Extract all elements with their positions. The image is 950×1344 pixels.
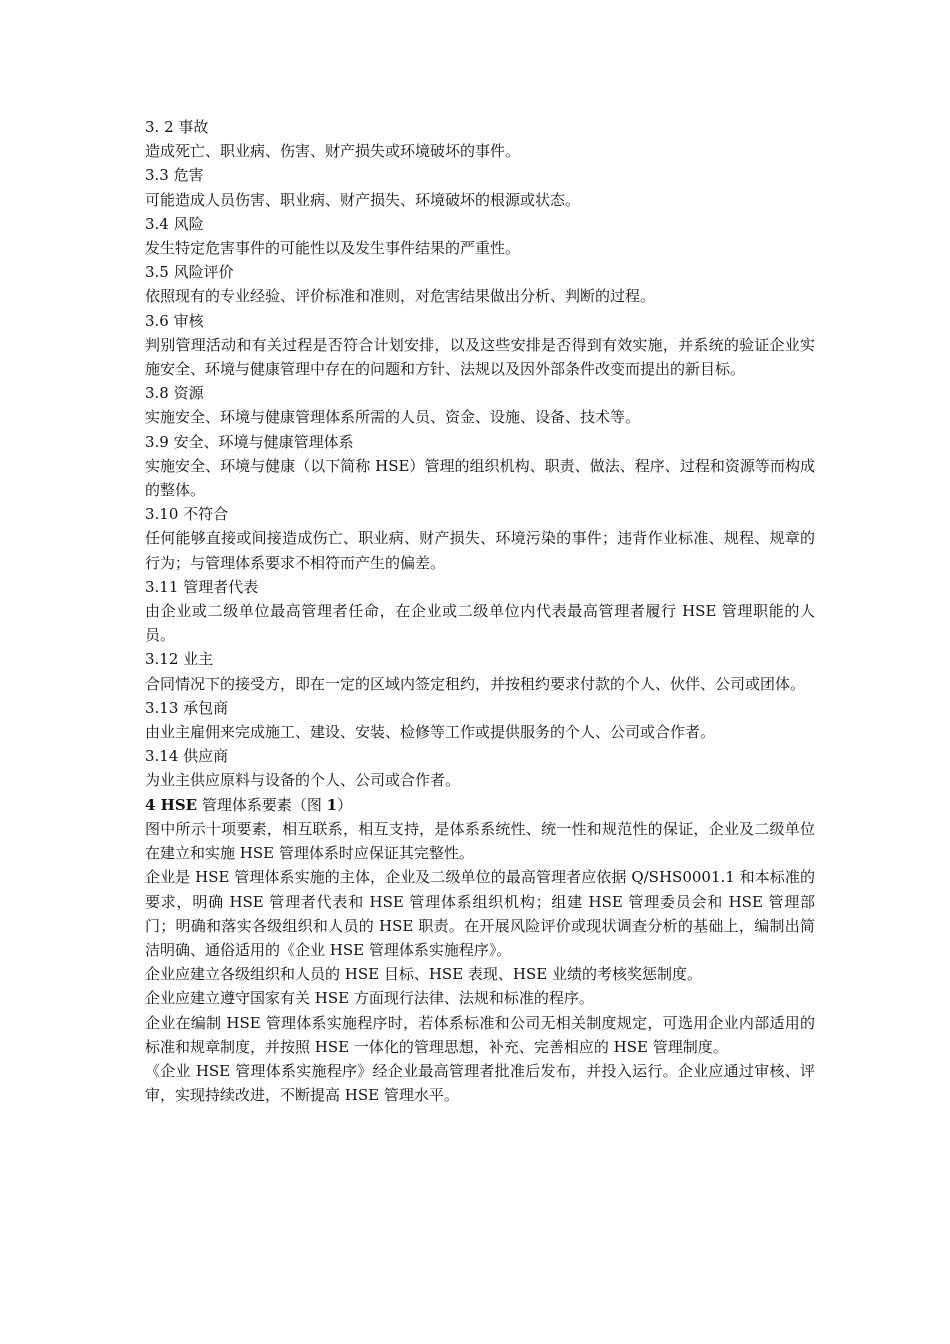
section-4-heading-end: ） <box>337 795 353 814</box>
definition-3-13: 由业主雇佣来完成施工、建设、安装、检修等工作或提供服务的个人、公司或合作者。 <box>145 723 716 742</box>
heading-3-2: 3. 2 事故 <box>145 118 209 136</box>
heading-3-12: 3.12 业主 <box>145 650 214 669</box>
section-4-paragraph-5: 企业在编制 HSE 管理体系实施程序时，若体系标准和公司无相关制度规定，可选用企业内部适用的标准和规章制度，并按照 HSE 一体化的管理思想，补充、完善相应的 HSE 管理制度。 <box>145 1013 815 1056</box>
heading-3-4: 3.4 风险 <box>145 214 204 233</box>
section-4-paragraph-1: 图中所示十项要素，相互联系，相互支持，是体系系统性、统一性和规范性的保证，企业及二级单位在建立和实施 HSE 管理体系时应保证其完整性。 <box>145 819 815 863</box>
heading-3-3: 3.3 危害 <box>145 166 204 185</box>
definition-3-12: 合同情况下的接受方，即在一定的区域内签定租约，并按租约要求付款的个人、伙伴、公司或团体。 <box>145 674 806 693</box>
definition-3-8: 实施安全、环境与健康管理体系所需的人员、资金、设施、设备、技术等。 <box>145 408 641 427</box>
heading-3-5: 3.5 风险评价 <box>145 263 234 282</box>
definition-3-10: 任何能够直接或间接造成伤亡、职业病、财产损失、环境污染的事件；违背作业标准、规程、规章的行为；与管理体系要求不相符而产生的偏差。 <box>145 529 815 572</box>
heading-3-11: 3.11 管理者代表 <box>145 577 259 596</box>
document-page <box>145 115 815 1107</box>
heading-3-13: 3.13 承包商 <box>145 698 229 717</box>
definition-3-6: 判别管理活动和有关过程是否符合计划安排，以及这些安排是否得到有效实施，并系统的验证企业实施安全、环境与健康管理中存在的问题和方针、法规以及因外部条件改变而提出的新目标。 <box>145 335 815 379</box>
section-4-paragraph-3: 企业应建立各级组织和人员的 HSE 目标、HSE 表现、HSE 业绩的考核奖惩制度。 <box>145 965 702 984</box>
definition-3-4: 发生特定危害事件的可能性以及发生事件结果的严重性。 <box>145 239 521 258</box>
definition-3-2: 造成死亡、职业病、伤害、财产损失或环境破坏的事件。 <box>145 142 521 161</box>
heading-3-8: 3.8 资源 <box>145 384 204 403</box>
heading-3-14: 3.14 供应商 <box>145 747 229 766</box>
section-4-figure-number: 1 <box>326 795 338 814</box>
definition-3-14: 为业主供应原料与设备的个人、公司或合作者。 <box>145 771 461 790</box>
definition-3-5: 依照现有的专业经验、评价标准和准则，对危害结果做出分析、判断的过程。 <box>145 287 656 306</box>
heading-3-10: 3.10 不符合 <box>145 505 229 524</box>
heading-3-6: 3.6 审核 <box>145 311 204 330</box>
definition-3-3: 可能造成人员伤害、职业病、财产损失、环境破坏的根源或状态。 <box>145 190 581 209</box>
section-4-paragraph-6: 《企业 HSE 管理体系实施程序》经企业最高管理者批准后发布，并投入运行。企业应通过审核、评审，实现持续改进，不断提高 HSE 管理水平。 <box>145 1061 815 1105</box>
section-4-paragraph-4: 企业应建立遵守国家有关 HSE 方面现行法律、法规和标准的程序。 <box>145 989 594 1008</box>
section-4-heading-prefix: 4 HSE <box>145 795 198 814</box>
heading-3-9: 3.9 安全、环境与健康管理体系 <box>145 432 354 451</box>
section-4-paragraph-2: 企业是 HSE 管理体系实施的主体，企业及二级单位的最高管理者应依据 Q/SHS0001.1 和本标准的要求，明确 HSE 管理者代表和 HSE 管理体系组织机构；组建 HSE 管理委员会和 HSE 管理部门；明确和落实各级组织和人员的 HSE 职责。在开展风险评价或现状调查分析的基础上，编制出简洁明确、通俗适用的《企业 HSE 管理体系实施程序》。 <box>145 868 815 959</box>
section-4-heading <box>145 793 815 817</box>
section-4-heading-text: 管理体系要素（图 <box>197 795 327 814</box>
definition-3-11: 由企业或二级单位最高管理者任命，在企业或二级单位内代表最高管理者履行 HSE 管理职能的人员。 <box>145 602 815 645</box>
definition-3-9: 实施安全、环境与健康（以下简称 HSE）管理的组织机构、职责、做法、程序、过程和资源等而构成的整体。 <box>145 456 815 500</box>
